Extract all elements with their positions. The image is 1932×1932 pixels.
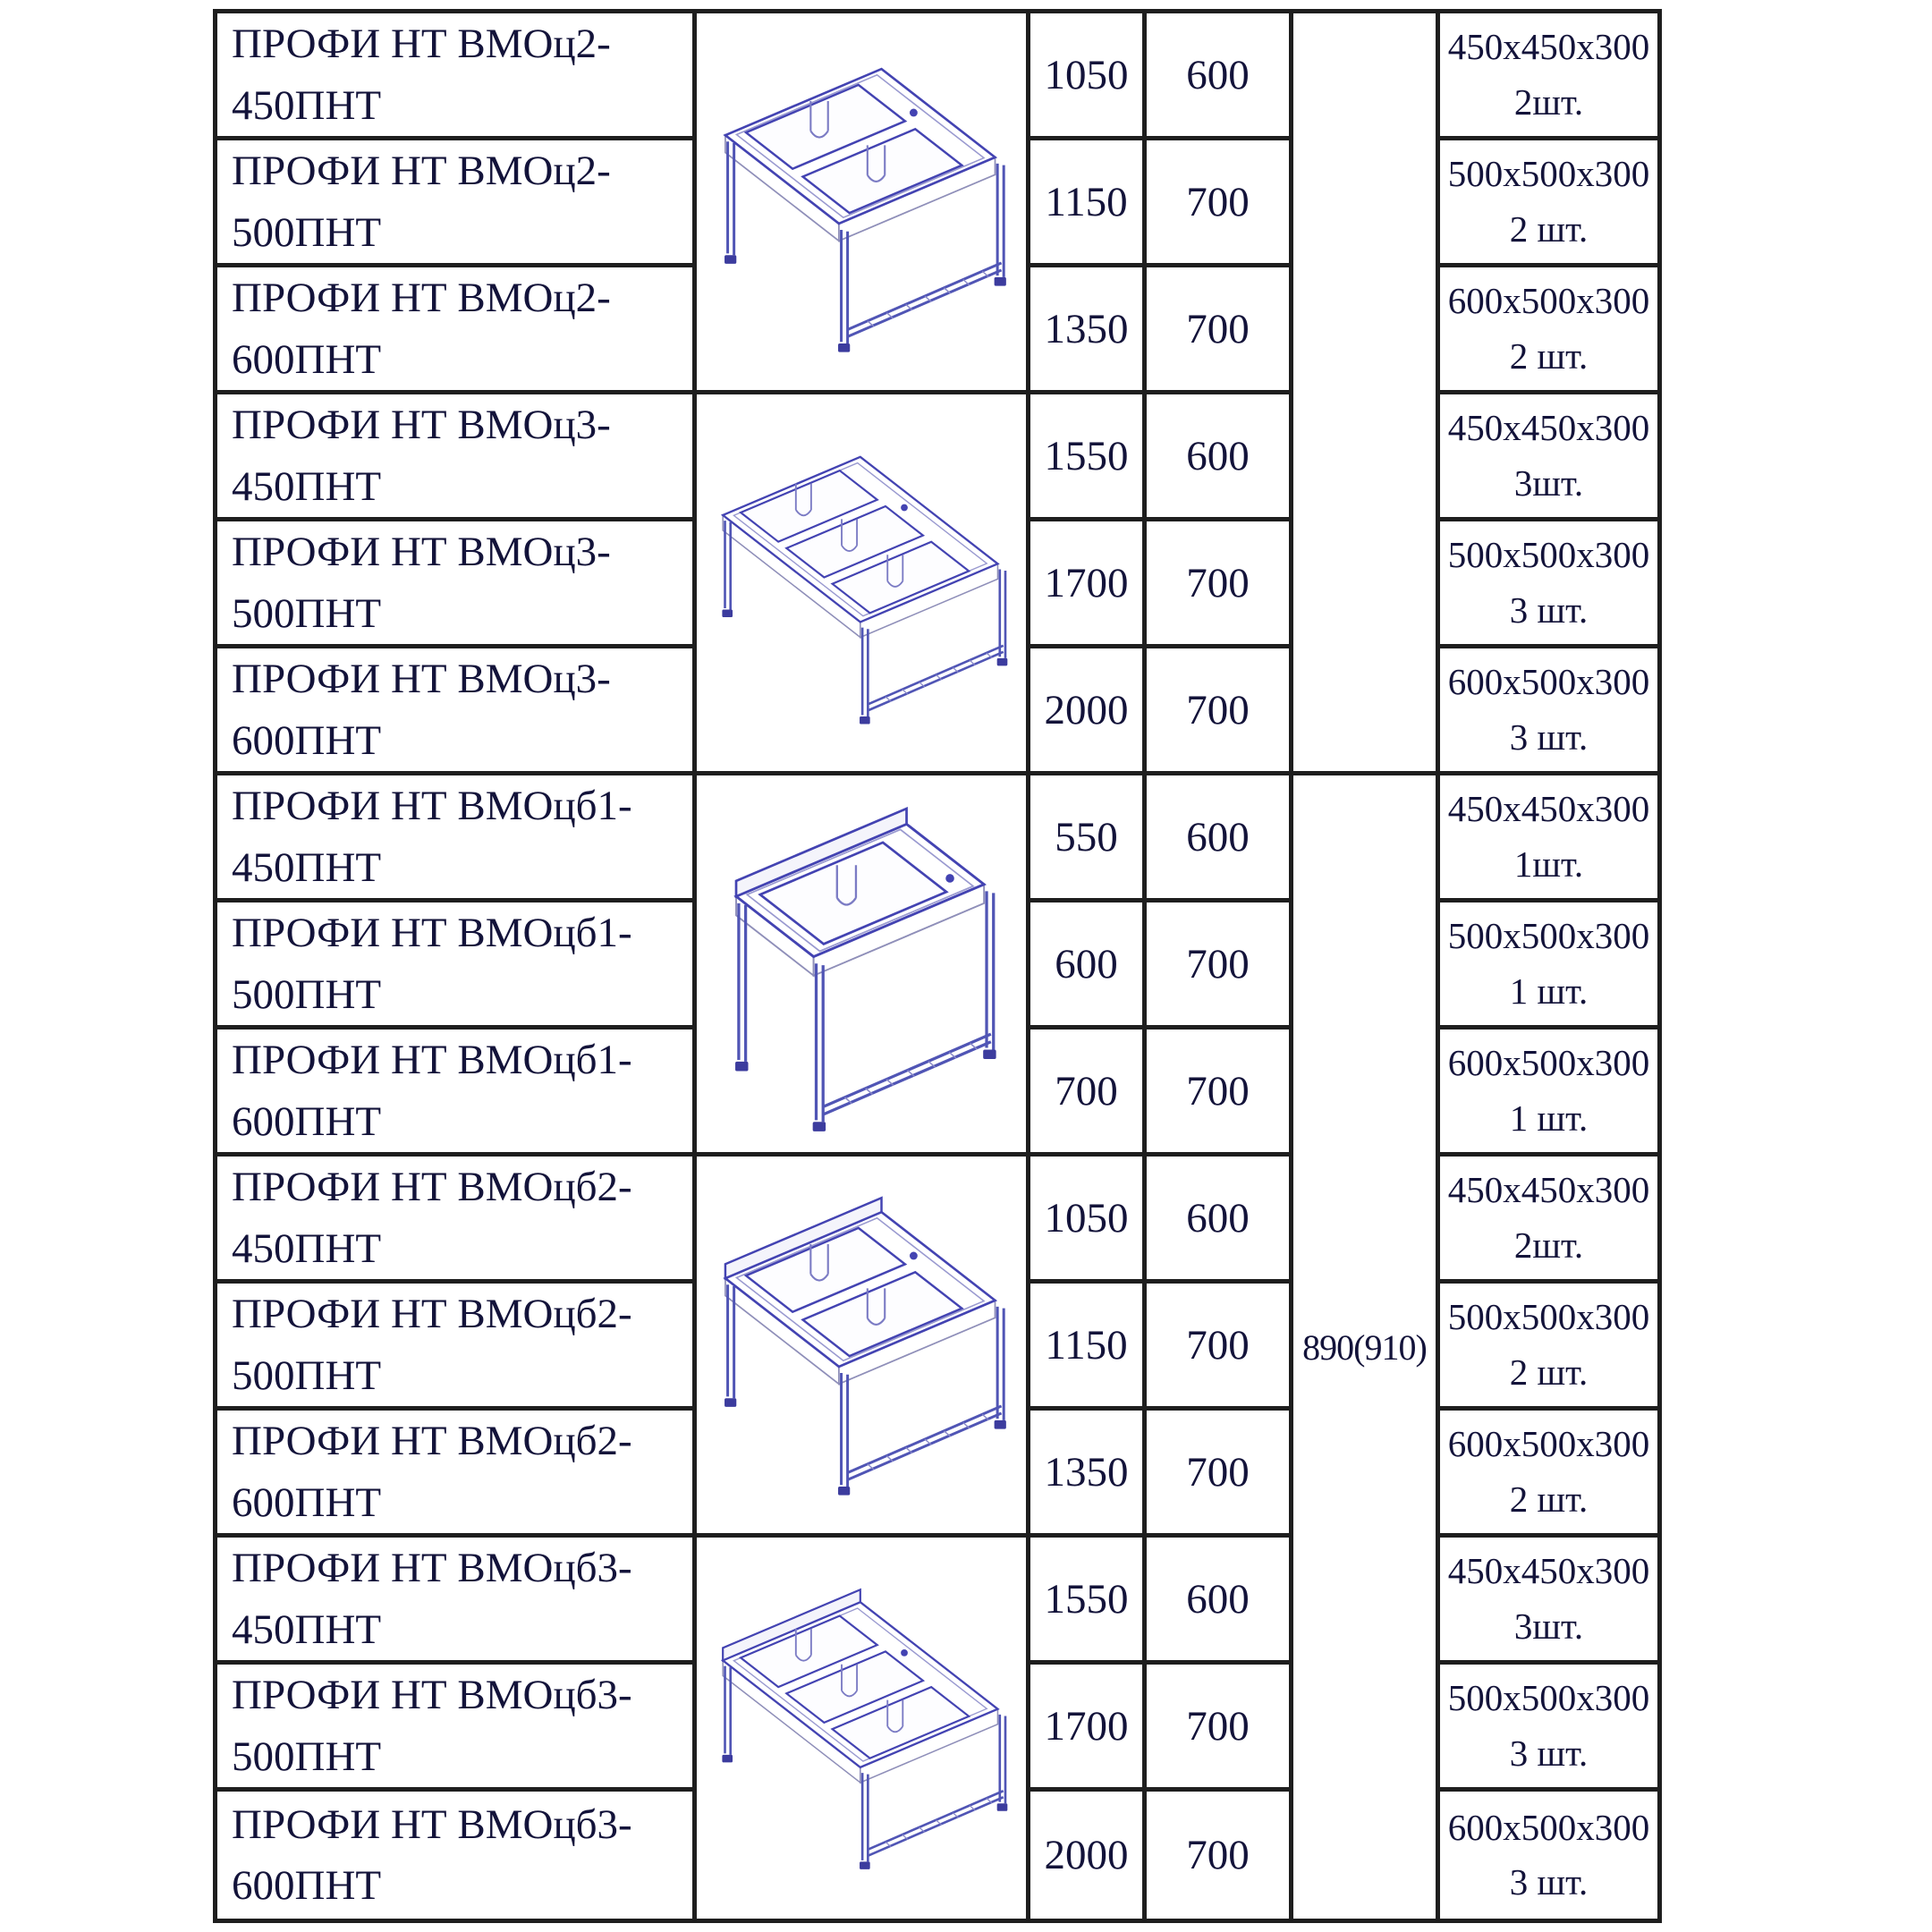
sink-size: 450x450x300 <box>1447 1169 1650 1210</box>
sink-spec-table <box>213 9 1662 1923</box>
sink-size: 450x450x300 <box>1447 788 1650 829</box>
width-value: 700 <box>1030 1030 1147 1157</box>
product-name-cell: ПРОФИ НТ ВМОц3-450ПНТ <box>217 394 697 521</box>
sink-dimensions-cell <box>1440 140 1657 267</box>
sink-dimensions-cell <box>1440 13 1657 140</box>
product-name-cell: ПРОФИ НТ ВМОц2-450ПНТ <box>217 13 697 140</box>
depth-value: 700 <box>1147 1665 1293 1792</box>
product-name-cell: ПРОФИ НТ ВМОцб2-450ПНТ <box>217 1157 697 1284</box>
sink-dimensions-cell <box>1440 775 1657 902</box>
width-value: 1700 <box>1030 521 1147 648</box>
width-value: 1550 <box>1030 1538 1147 1665</box>
sink-qty: 1 шт. <box>1509 970 1589 1012</box>
sink-qty: 3шт. <box>1513 1605 1584 1647</box>
sink-size: 450x450x300 <box>1447 407 1650 448</box>
product-name-cell: ПРОФИ НТ ВМОцб1-600ПНТ <box>217 1030 697 1157</box>
sink-qty: 2шт. <box>1513 80 1584 123</box>
sink-dimensions-cell <box>1440 1538 1657 1665</box>
depth-value: 600 <box>1147 394 1293 521</box>
sink-qty: 2 шт. <box>1509 1478 1589 1520</box>
width-value: 2000 <box>1030 648 1147 775</box>
sink-size: 500x500x300 <box>1447 1296 1650 1337</box>
depth-value: 700 <box>1147 267 1293 394</box>
sink-qty: 3шт. <box>1513 462 1584 504</box>
depth-value: 700 <box>1147 648 1293 775</box>
sink-dimensions-cell <box>1440 394 1657 521</box>
height-merged-cell-bottom: 890(910) <box>1293 775 1440 1919</box>
sink-qty: 2 шт. <box>1509 335 1589 377</box>
sink-qty: 3 шт. <box>1509 1732 1589 1774</box>
product-name-cell: ПРОФИ НТ ВМОцб1-500ПНТ <box>217 902 697 1030</box>
sink-qty: 1 шт. <box>1509 1097 1589 1139</box>
depth-value: 700 <box>1147 521 1293 648</box>
sink-qty: 2шт. <box>1513 1224 1584 1266</box>
sink-dimensions-cell <box>1440 1284 1657 1411</box>
sink-size: 600x500x300 <box>1447 280 1650 321</box>
sink-dimensions-cell <box>1440 1157 1657 1284</box>
sink-size: 500x500x300 <box>1447 915 1650 956</box>
sink-size: 500x500x300 <box>1447 534 1650 575</box>
width-value: 1050 <box>1030 1157 1147 1284</box>
depth-value: 700 <box>1147 902 1293 1030</box>
sink-size: 600x500x300 <box>1447 1423 1650 1464</box>
sink-qty: 3 шт. <box>1509 589 1589 631</box>
product-name-cell: ПРОФИ НТ ВМОцб1-450ПНТ <box>217 775 697 902</box>
width-value: 1350 <box>1030 267 1147 394</box>
sink-qty: 1шт. <box>1513 843 1584 885</box>
product-name-cell: ПРОФИ НТ ВМОц3-500ПНТ <box>217 521 697 648</box>
width-value: 1700 <box>1030 1665 1147 1792</box>
product-name-cell: ПРОФИ НТ ВМОц2-500ПНТ <box>217 140 697 267</box>
sink-qty: 2 шт. <box>1509 1351 1589 1393</box>
width-value: 1150 <box>1030 140 1147 267</box>
sink-dimensions-cell <box>1440 1665 1657 1792</box>
three-bowl-sink-with-backsplash-drawing <box>697 1538 1030 1919</box>
product-name-cell: ПРОФИ НТ ВМОц2-600ПНТ <box>217 267 697 394</box>
sink-size: 600x500x300 <box>1447 1042 1650 1083</box>
product-name-cell: ПРОФИ НТ ВМОцб3-500ПНТ <box>217 1665 697 1792</box>
depth-value: 700 <box>1147 1792 1293 1919</box>
three-bowl-sink-drawing <box>697 394 1030 775</box>
product-name-cell: ПРОФИ НТ ВМОц3-600ПНТ <box>217 648 697 775</box>
product-name-cell: ПРОФИ НТ ВМОцб3-600ПНТ <box>217 1792 697 1919</box>
depth-value: 600 <box>1147 13 1293 140</box>
depth-value: 700 <box>1147 1411 1293 1538</box>
product-name-cell: ПРОФИ НТ ВМОцб3-450ПНТ <box>217 1538 697 1665</box>
depth-value: 600 <box>1147 775 1293 902</box>
sink-qty: 3 шт. <box>1509 716 1589 758</box>
depth-value: 700 <box>1147 1284 1293 1411</box>
sink-qty: 3 шт. <box>1509 1861 1589 1902</box>
width-value: 600 <box>1030 902 1147 1030</box>
sink-size: 600x500x300 <box>1447 1806 1650 1848</box>
product-name-cell: ПРОФИ НТ ВМОцб2-500ПНТ <box>217 1284 697 1411</box>
sink-dimensions-cell <box>1440 267 1657 394</box>
two-bowl-sink-drawing <box>697 13 1030 394</box>
sink-size: 450x450x300 <box>1447 26 1650 67</box>
product-name-cell: ПРОФИ НТ ВМОцб2-600ПНТ <box>217 1411 697 1538</box>
width-value: 1550 <box>1030 394 1147 521</box>
width-value: 550 <box>1030 775 1147 902</box>
sink-size: 450x450x300 <box>1447 1550 1650 1591</box>
sink-dimensions-cell <box>1440 648 1657 775</box>
width-value: 2000 <box>1030 1792 1147 1919</box>
depth-value: 700 <box>1147 140 1293 267</box>
sink-dimensions-cell <box>1440 1030 1657 1157</box>
sink-size: 500x500x300 <box>1447 1677 1650 1718</box>
width-value: 1350 <box>1030 1411 1147 1538</box>
sink-dimensions-cell <box>1440 1792 1657 1919</box>
sink-size: 600x500x300 <box>1447 661 1650 702</box>
depth-value: 600 <box>1147 1157 1293 1284</box>
height-merged-cell-top <box>1293 13 1440 775</box>
sink-dimensions-cell <box>1440 521 1657 648</box>
depth-value: 700 <box>1147 1030 1293 1157</box>
sink-dimensions-cell <box>1440 902 1657 1030</box>
sink-dimensions-cell <box>1440 1411 1657 1538</box>
two-bowl-sink-with-backsplash-drawing <box>697 1157 1030 1538</box>
one-bowl-sink-drawing <box>697 775 1030 1157</box>
sink-qty: 2 шт. <box>1509 208 1589 250</box>
depth-value: 600 <box>1147 1538 1293 1665</box>
sink-size: 500x500x300 <box>1447 153 1650 194</box>
width-value: 1150 <box>1030 1284 1147 1411</box>
width-value: 1050 <box>1030 13 1147 140</box>
